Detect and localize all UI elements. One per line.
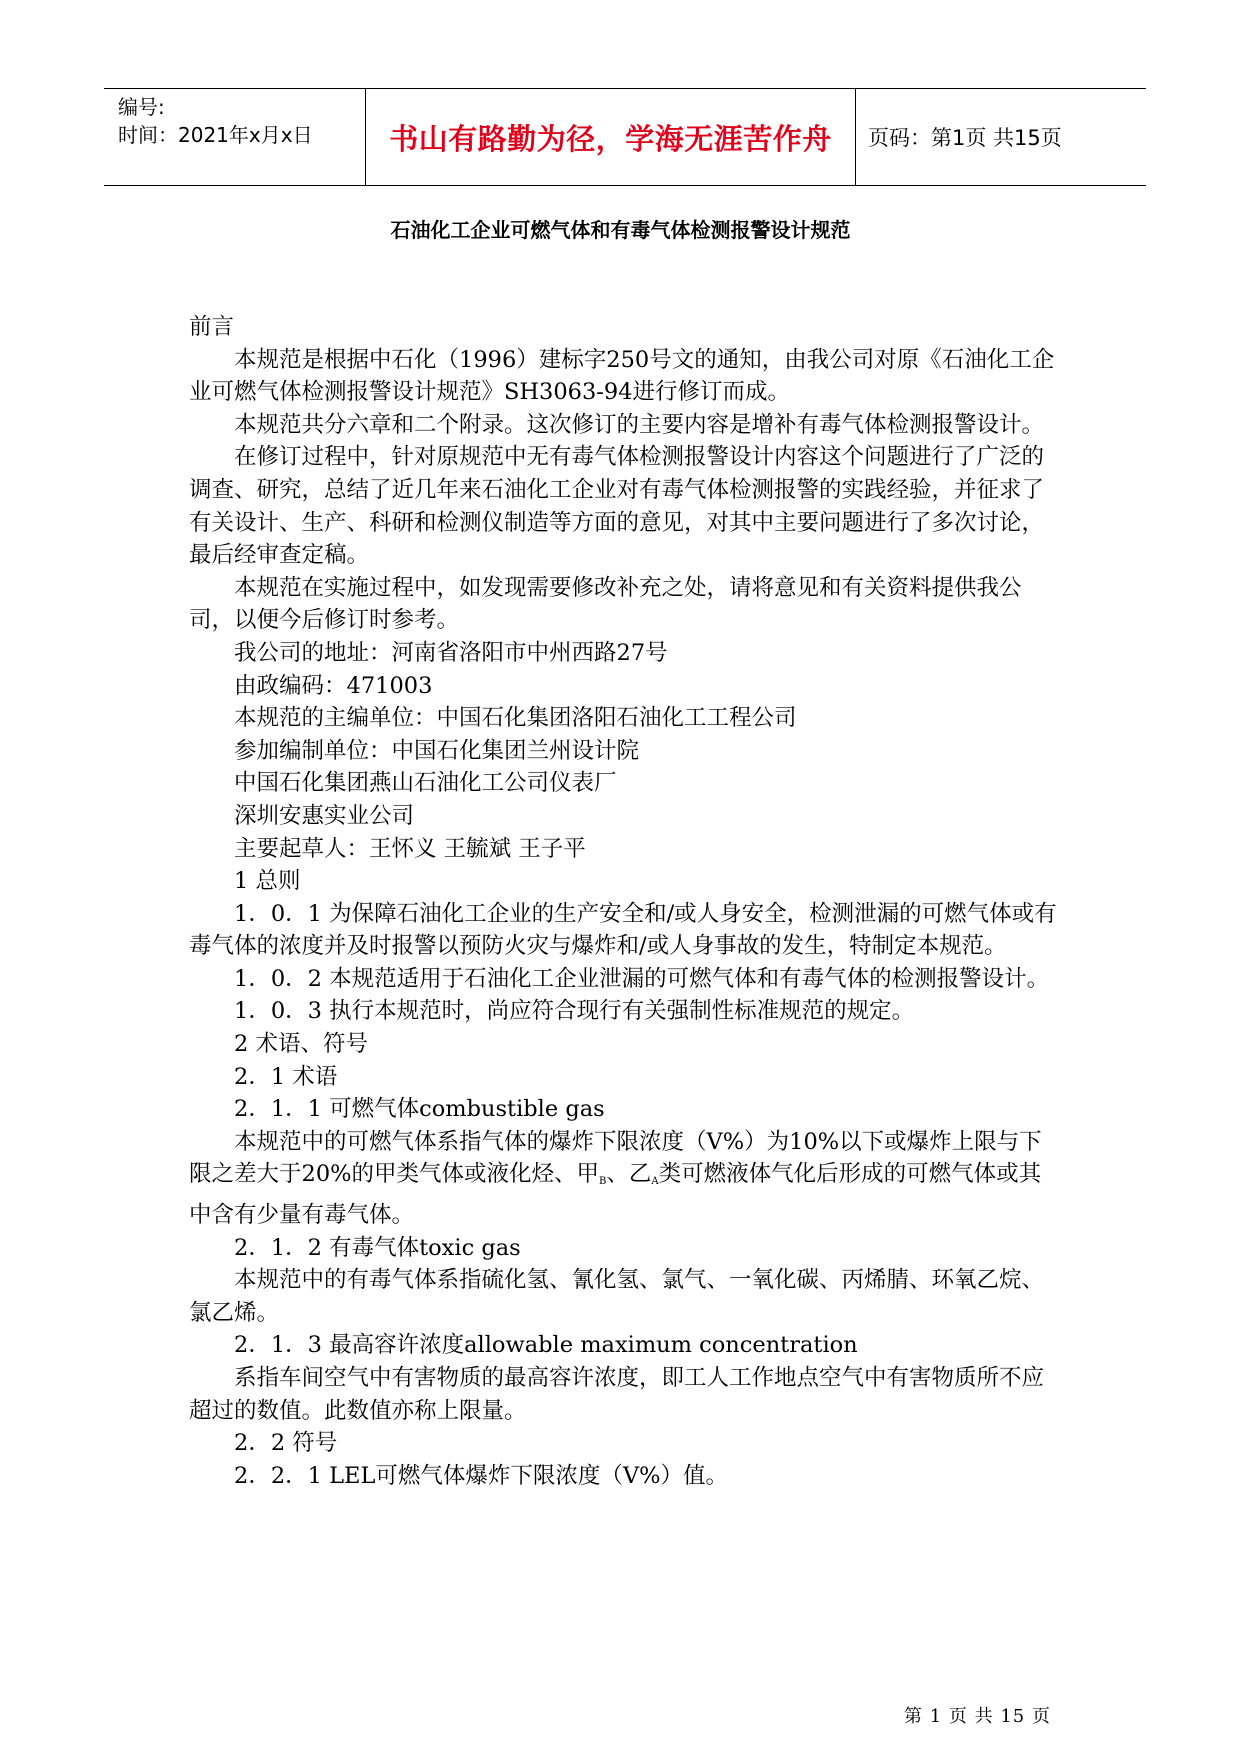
- page-header: [104, 88, 1146, 186]
- subsection-heading: 2．2 符号: [234, 1430, 338, 1457]
- paragraph-preface: 前言: [189, 314, 235, 340]
- section-heading: 2 术语、符号: [234, 1031, 368, 1058]
- section-heading: 1 总则: [234, 868, 301, 895]
- paragraph-participant: 深圳安惠实业公司: [234, 802, 415, 829]
- paragraph: 本规范共分六章和二个附录。这次修订的主要内容是增补有毒气体检测报警设计。: [234, 411, 1045, 438]
- document-body: [189, 311, 1059, 1492]
- paragraph-address: 我公司的地址：河南省洛阳市中州西路27号: [234, 639, 668, 666]
- paragraph: 本规范在实施过程中，如发现需要修改补充之处，请将意见和有关资料提供我公司，以便今后修订时参考。: [189, 574, 1022, 634]
- paragraph: [189, 1126, 1059, 1232]
- header-meta: [104, 89, 366, 185]
- clause: 2．2．1 LEL可燃气体爆炸下限浓度（V%）值。: [234, 1462, 729, 1489]
- text-run: 、乙: [606, 1161, 652, 1188]
- paragraph: 本规范中的有毒气体系指硫化氢、氰化氢、氯气、一氧化碳、丙烯腈、环氧乙烷、氯乙烯。: [189, 1267, 1045, 1326]
- clause: 1．0．1 为保障石油化工企业的生产安全和/或人身安全，检测泄漏的可燃气体或有毒气体的浓度并及时报警以预防火灾与爆炸和/或人身事故的发生，特制定本规范。: [189, 900, 1057, 960]
- number-label: 编号:: [118, 95, 165, 119]
- clause: 1．0．3 执行本规范时，尚应符合现行有关强制性标准规范的规定。: [234, 998, 915, 1025]
- paragraph-drafters: 主要起草人：王怀义 王毓斌 王子平: [234, 835, 586, 862]
- paragraph: 系指车间空气中有害物质的最高容许浓度，即工人工作地点空气中有害物质所不应超过的数值。此数值亦称上限量。: [189, 1365, 1045, 1424]
- clause: 2．1．3 最高容许浓度allowable maximum concentration: [234, 1332, 858, 1359]
- subscript: A: [651, 1176, 659, 1188]
- paragraph-chief-editor: 本规范的主编单位：中国石化集团洛阳石油化工工程公司: [234, 705, 797, 732]
- page-footer: 第 1 页 共 15 页: [904, 1706, 1051, 1727]
- paragraph-postcode: 由政编码：471003: [234, 672, 433, 699]
- subsection-heading: 2．1 术语: [234, 1063, 338, 1090]
- document-title: 石油化工企业可燃气体和有毒气体检测报警设计规范: [390, 218, 851, 242]
- paragraph: 在修订过程中，针对原规范中无有毒气体检测报警设计内容这个问题进行了广泛的调查、研究，总结了近几年来石油化工企业对有毒气体检测报警的实践经验，并征求了有关设计、生产、科研和检测仪制造等方面的意见，对其中主要问题进行了多次讨论，最后经审查定稿。: [189, 444, 1045, 569]
- clause: 2．1．2 有毒气体toxic gas: [234, 1234, 521, 1261]
- subscript: B: [599, 1176, 607, 1188]
- paragraph-participants: 参加编制单位：中国石化集团兰州设计院: [234, 737, 640, 764]
- header-motto: 书山有路勤为径，学海无涯苦作舟: [366, 89, 856, 185]
- clause: 2．1．1 可燃气体combustible gas: [234, 1096, 605, 1123]
- paragraph: 本规范是根据中石化（1996）建标字250号文的通知，由我公司对原《石油化工企业可燃气体检测报警设计规范》SH3063-94进行修订而成。: [189, 346, 1055, 406]
- header-page-info: 页码：第1页 共15页: [868, 126, 1062, 150]
- time-label: 时间：2021年x月x日: [118, 123, 313, 147]
- clause: 1．0．2 本规范适用于石油化工企业泄漏的可燃气体和有毒气体的检测报警设计。: [234, 965, 1050, 992]
- text-run: 类可燃液体气化后形成的可燃气体或其中含有少量有毒气体。: [189, 1161, 1042, 1229]
- paragraph-participant: 中国石化集团燕山石油化工公司仪表厂: [234, 770, 617, 797]
- text-run: 本规范中的可燃气体系指气体的爆炸下限浓度（V%）为10%以下或爆炸上限与下限之差大于20%的甲类气体或液化烃、甲: [189, 1128, 1042, 1188]
